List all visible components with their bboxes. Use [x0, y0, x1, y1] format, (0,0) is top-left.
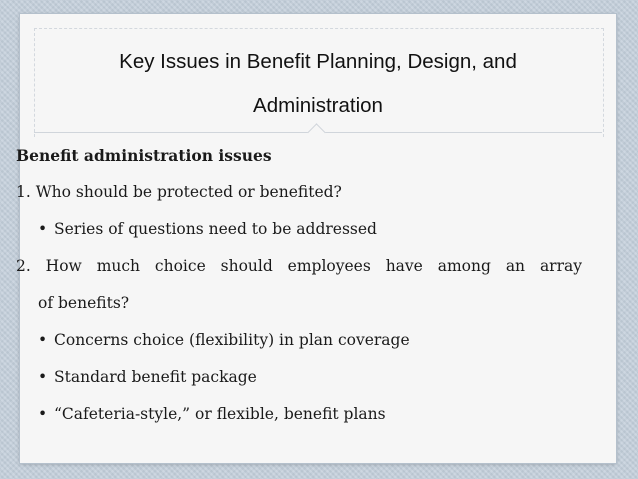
bullet-text: Standard benefit package — [54, 368, 257, 386]
bullet-icon: • — [38, 331, 48, 349]
bullet-item-4 — [16, 405, 386, 423]
bullet-text: “Cafeteria-style,” or flexible, benefit plans — [54, 405, 386, 423]
bullet-icon: • — [38, 220, 48, 238]
bullet-icon: • — [38, 368, 48, 386]
bullet-item-2 — [16, 331, 410, 349]
title-line-2: Administration — [253, 94, 383, 117]
list-item-2-line-2: of benefits? — [38, 294, 130, 312]
bullet-item-3 — [16, 368, 257, 386]
bullet-item-1 — [16, 220, 377, 238]
list-item-1: 1. Who should be protected or benefited? — [16, 183, 342, 201]
bullet-text: Series of questions need to be addressed — [54, 220, 377, 238]
bullet-text: Concerns choice (flexibility) in plan coverage — [54, 331, 410, 349]
section-heading: Benefit administration issues — [16, 146, 272, 165]
slide — [20, 14, 616, 463]
bullet-icon: • — [38, 405, 48, 423]
list-item-2-line-1: 2. How much choice should employees have among an array — [16, 257, 582, 275]
slide-title — [20, 40, 616, 128]
title-line-1: Key Issues in Benefit Planning, Design, and — [119, 50, 517, 73]
